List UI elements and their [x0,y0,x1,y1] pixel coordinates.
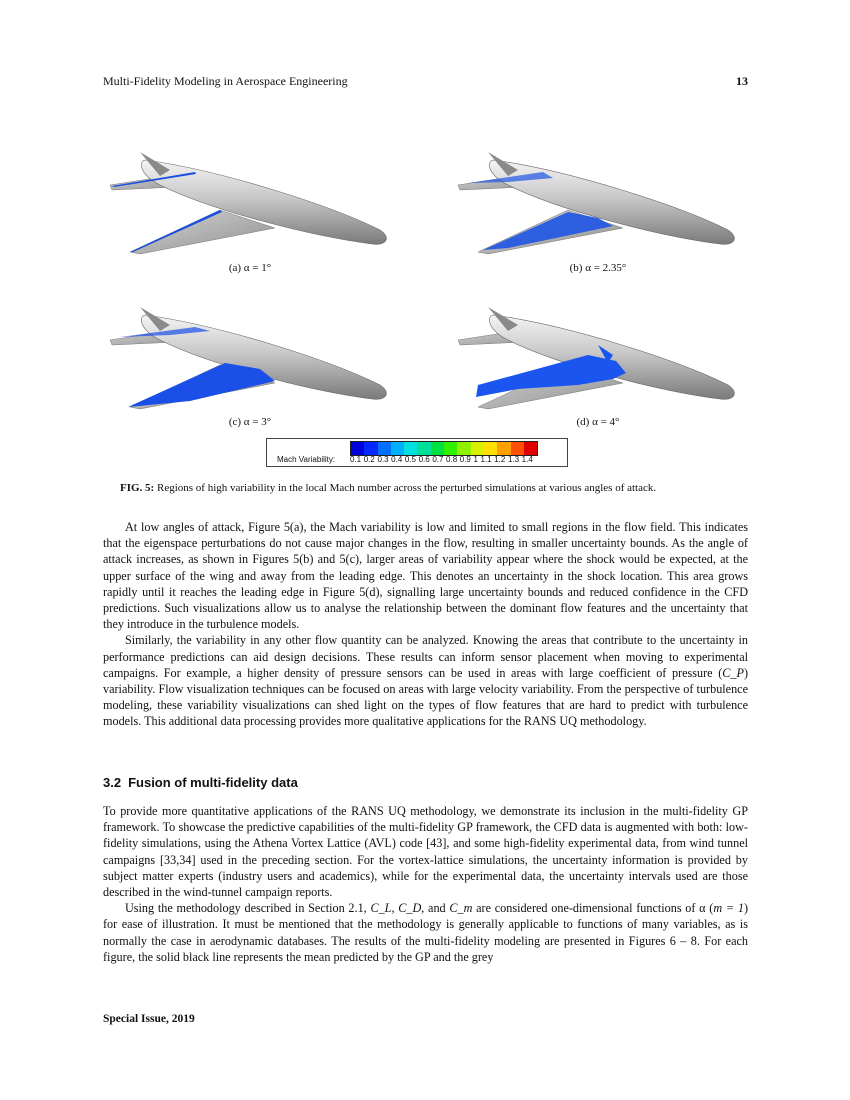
colorbar-swatch [404,442,417,455]
figure-caption-label: FIG. 5: [120,482,155,494]
subfigure-a-plot [100,130,420,260]
body-text-lower [103,803,748,965]
colorbar-swatch [511,442,524,455]
paragraph: At low angles of attack, Figure 5(a), the Mach variability is low and limited to small regions in the flow field. This indicates that the eigenspace perturbations do not cause major changes in the flow, resulting in smaller uncertainty bounds. As the angle of attack increases, as shown in Figures 5(b) and 5(c), larger areas of variability appear where the shock would be expected, at the upper surface of the wing and away from the leading edge. This denotes an uncertainty in the shock location. This area grows rapidly until it reaches the leading edge in Figure 5(d), signalling large uncertainty bounds and reduced confidence in the CFD predictions. Such visualizations allow us to analyse the relationship between the dominant flow features and the uncertainty that they introduce in the turbulence models. [103,520,748,632]
math-cd: C_D [398,901,422,916]
colorbar-swatch [351,442,364,455]
colorbar-tick-label: 1.3 [507,455,520,464]
subfigure-d-caption: (d) α = 4° [576,416,620,428]
variability-region-c [128,363,275,407]
subfigure-a-caption: (a) α = 1° [228,262,272,274]
colorbar-swatch [391,442,404,455]
colorbar-tick-label: 0.7 [432,455,444,464]
colorbar-tick-label: 1 [473,455,478,464]
paragraph: Using the methodology described in Section 2.1, C_L, C_D, and C_m are considered one-dimensional functions of α (m = 1) for ease of illustration. It must be mentioned that the methodology is generally applicable to functions of many variables, as is normally the case in aerodynamic databases. The results of the multi-fidelity modeling are presented in Figures 6 – 8. For each figure, the solid black line represents the mean predicted by the GP and the grey [103,901,748,964]
section-number: 3.2 [103,775,122,790]
subfigure-b-plot [448,130,768,260]
section-title: Fusion of multi-fidelity data [128,775,298,790]
math-m: m = 1 [713,901,744,916]
subfigure-c-plot [100,285,420,415]
colorbar-swatch [484,442,497,455]
colorbar-tick-label: 0.2 [363,455,375,464]
colorbar-tick-label: 0.3 [377,455,389,464]
colorbar-tick-label: 0.5 [404,455,416,464]
math-cm: C_m [449,901,473,916]
colorbar-swatch [417,442,430,455]
math-cl: C_L [370,901,392,916]
page-header [103,74,748,90]
subfigure-b-caption: (b) α = 2.35° [569,262,627,274]
colorbar-tick-label: 0.4 [391,455,403,464]
colorbar-swatch [471,442,484,455]
colorbar-swatch [497,442,510,455]
colorbar-tick-label: 0.1 [350,455,362,464]
colorbar-swatch [364,442,377,455]
figure-caption-text: Regions of high variability in the local Mach number across the perturbed simulations at various angles of attack. [154,482,657,494]
colorbar-swatch [524,442,537,455]
section-heading [103,775,298,790]
colorbar-swatch [444,442,457,455]
colorbar-title: Mach Variability: [277,455,336,464]
colorbar-tick-label: 0.6 [418,455,430,464]
colorbar-swatch [378,442,391,455]
colorbar-swatches [350,441,538,456]
colorbar-tick-label: 0.8 [446,455,458,464]
subfigure-c-caption: (c) α = 3° [228,416,272,428]
page-number: 13 [736,74,748,88]
math-cp: C_P [722,665,744,680]
colorbar-ticks [350,455,535,464]
running-title: Multi-Fidelity Modeling in Aerospace Engineering [103,74,348,88]
mach-variability-colorbar [266,438,568,467]
page-footer: Special Issue, 2019 [103,1013,195,1025]
paragraph: Similarly, the variability in any other flow quantity can be analyzed. Knowing the areas that contribute to the uncertainty in performance predictions can aid design decisions. These results can inform sensor placement when moving to experimental campaigns. For example, a higher density of pressure sensors can be used in areas with large coefficient of pressure (C_P) variability. Flow visualization techniques can be focused on areas with large velocity variability. From the perspective of turbulence modeling, these variability visualizations can shed light on the types of flow features that are hard to predict with turbulence models. This additional data processing provides more qualitative applications for the RANS UQ methodology. [103,633,748,729]
figure-caption [120,482,740,494]
colorbar-swatch [457,442,470,455]
colorbar-tick-label: 1.2 [494,455,506,464]
colorbar-tick-label: 1.1 [480,455,492,464]
colorbar-swatch [431,442,444,455]
body-text-upper [103,519,748,730]
subfigure-d-plot [448,285,768,415]
paragraph: To provide more quantitative applications of the RANS UQ methodology, we demonstrate its inclusion in the multi-fidelity GP framework. To showcase the predictive capabilities of the multi-fidelity GP framework, the CFD data is augmented with both: low-fidelity simulations, using the Athena Vortex Lattice (AVL) code [43], and some high-fidelity experimental data, from wind tunnel campaigns [33,34] used in the preceding section. For the vortex-lattice simulations, the uncertainty information is provided by subject matter experts (industry users and academics), while for the experimental data, the uncertainty intervals used are those described in the wind-tunnel campaign reports. [103,804,748,900]
colorbar-tick-label: 1.4 [521,455,533,464]
colorbar-tick-label: 0.9 [459,455,471,464]
